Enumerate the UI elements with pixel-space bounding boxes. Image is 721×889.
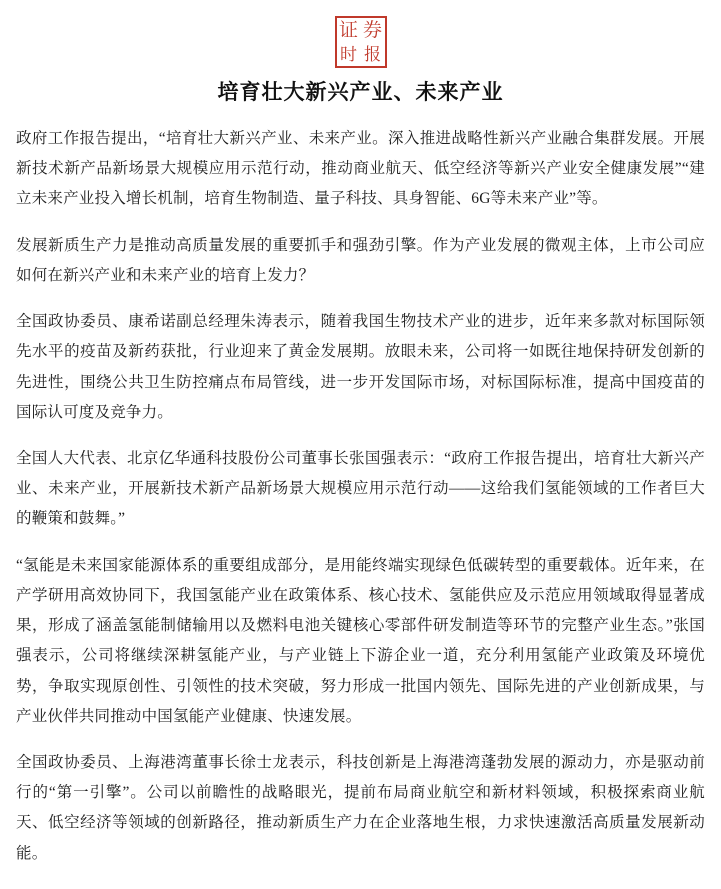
masthead — [16, 16, 705, 68]
article-paragraph: “氢能是未来国家能源体系的重要组成部分，是用能终端实现绿色低碳转型的重要载体。近年来，在产学研用高效协同下，我国氢能产业在政策体系、核心技术、氢能供应及示范应用领域取得显著成果，形成了涵盖氢能制储输用以及燃料电池关键核心零部件研发制造等环节的完整产业生态。”张国强表示，公司将继续深耕氢能产业，与产业链上下游企业一道，充分利用氢能产业政策及环境优势，争取实现原创性、引领性的技术突破，努力形成一批国内领先、国际先进的产业创新成果，与产业伙伴共同推动中国氢能产业健康、快速发展。 — [16, 556, 705, 725]
article-paragraph: 全国政协委员、上海港湾董事长徐士龙表示，科技创新是上海港湾蓬勃发展的源动力，亦是驱动前行的“第一引擎”。公司以前瞻性的战略眼光，提前布局商业航空和新材料领域，积极探索商业航天、低空经济等领域的创新路径，推动新质生产力在企业落地生根，力求快速激活高质量发展新动能。 — [16, 753, 705, 862]
logo-char-3: 时 — [340, 44, 357, 64]
article-paragraph: 政府工作报告提出，“培育壮大新兴产业、未来产业。深入推进战略性新兴产业融合集群发展。开展新技术新产品新场景大规模应用示范行动，推动商业航天、低空经济等新兴产业安全健康发展”“建立未来产业投入增长机制，培育生物制造、量子科技、具身智能、6G等未来产业”等。 — [16, 130, 705, 208]
article-paragraph: 全国政协委员、康希诺副总经理朱涛表示，随着我国生物技术产业的进步，近年来多款对标国际领先水平的疫苗及新药获批，行业迎来了黄金发展期。放眼未来，公司将一如既往地保持研发创新的先进性，围绕公共卫生防控痛点布局管线，进一步开发国际市场，对标国际标准，提高中国疫苗的国际认可度及竞争力。 — [16, 313, 705, 421]
article-paragraph: 全国人大代表、北京亿华通科技股份公司董事长张国强表示：“政府工作报告提出，培育壮大新兴产业、未来产业，开展新技术新产品新场景大规模应用示范行动——这给我们氢能领域的工作者巨大的鞭策和鼓舞。” — [16, 449, 705, 528]
logo-characters — [337, 18, 385, 66]
logo-char-2: 券 — [362, 19, 382, 41]
securities-times-logo — [335, 16, 387, 68]
logo-char-1: 证 — [338, 19, 358, 41]
page-title: 培育壮大新兴产业、未来产业 — [217, 81, 504, 104]
article-paragraph: 发展新质生产力是推动高质量发展的重要抓手和强劲引擎。作为产业发展的微观主体，上市公司应如何在新兴产业和未来产业的培育上发力？ — [16, 236, 705, 284]
logo-char-4: 报 — [364, 44, 381, 64]
